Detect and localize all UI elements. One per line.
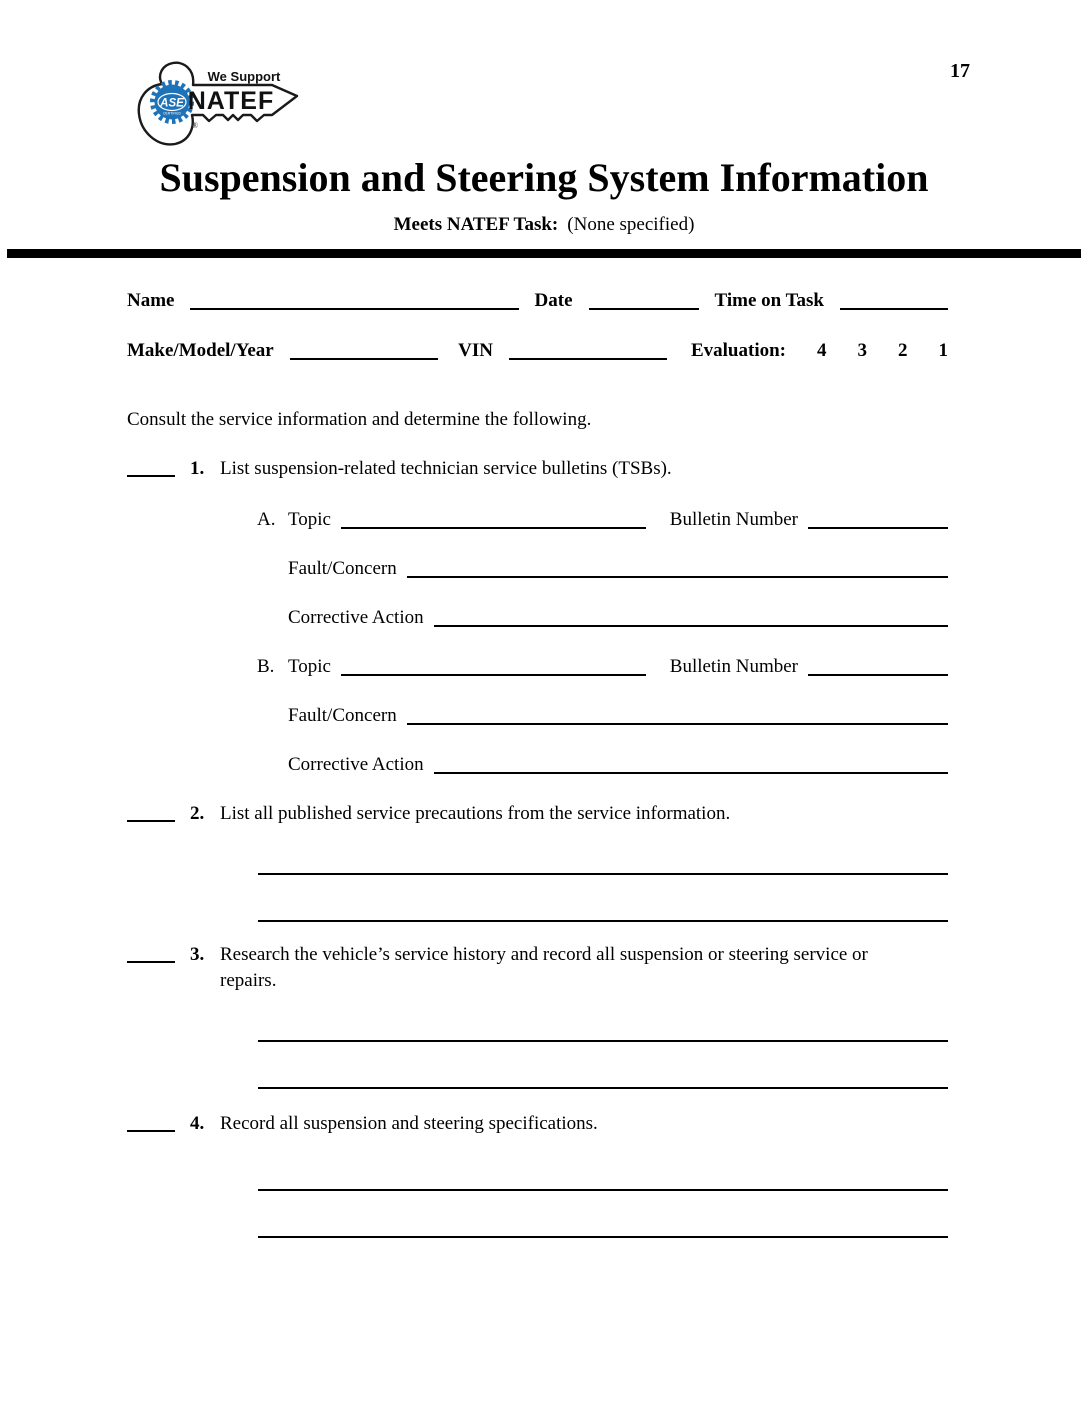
vin-label: VIN	[458, 340, 493, 361]
ase-certified-text: CERTIFIED	[163, 111, 181, 116]
time-on-task-label: Time on Task	[714, 290, 824, 311]
evaluation-score-2: 2	[898, 340, 908, 361]
answer-line	[258, 1143, 948, 1191]
bulletin-number-blank-line	[808, 521, 948, 529]
evaluation-score-3: 3	[857, 340, 867, 361]
answer-line	[258, 1042, 948, 1089]
date-blank-line	[589, 302, 699, 310]
corrective-action-blank-line	[434, 766, 948, 774]
evaluation-label: Evaluation:	[690, 340, 786, 361]
bulletin-number-label: Bulletin Number	[669, 656, 798, 677]
form-content	[127, 289, 948, 1238]
bulletin-b-fault-row	[288, 704, 948, 727]
task-1-text: List suspension-related technician service bulletins (TSBs).	[220, 458, 672, 479]
corrective-action-blank-line	[434, 619, 948, 627]
natef-text: NATEF	[187, 87, 275, 115]
date-label: Date	[534, 290, 573, 311]
task-3-text-line1: Research the vehicle’s service history and record all suspension or steering service or	[220, 944, 868, 965]
make-model-year-blank-line	[290, 352, 438, 360]
intro-text: Consult the service information and determine the following.	[127, 409, 592, 430]
natef-logo	[131, 56, 303, 152]
name-blank-line	[190, 302, 518, 310]
bulletin-a-corrective-row	[288, 606, 948, 629]
ase-text: ASE	[160, 97, 184, 110]
task-2-number: 2.	[190, 803, 205, 824]
answer-line	[258, 994, 948, 1042]
task-item-2	[127, 801, 948, 827]
bulletin-a-letter: A.	[257, 509, 276, 530]
fault-concern-blank-line	[407, 717, 948, 725]
answer-line	[258, 875, 948, 922]
divider-rule	[7, 249, 1081, 258]
time-on-task-blank-line	[840, 302, 948, 310]
evaluation-score-4: 4	[817, 340, 827, 361]
task-3-score-blank	[127, 955, 175, 963]
we-support-text: We Support	[207, 69, 281, 84]
task-1-number: 1.	[190, 458, 205, 479]
topic-label: Topic	[288, 509, 331, 530]
bulletin-b-letter: B.	[257, 656, 275, 677]
task-item-4	[127, 1111, 948, 1137]
task-1-score-blank	[127, 469, 175, 477]
vin-blank-line	[509, 352, 667, 360]
name-date-row	[127, 289, 948, 312]
meets-task-label: Meets NATEF Task:	[393, 214, 559, 235]
corrective-action-label: Corrective Action	[288, 754, 424, 775]
task-3-text	[220, 942, 948, 994]
page-title: Suspension and Steering System Information	[159, 155, 929, 200]
registered-mark: ®	[191, 121, 199, 130]
topic-blank-line	[341, 668, 646, 676]
page-number: 17	[950, 60, 970, 82]
vehicle-row	[127, 339, 948, 362]
task-3-number: 3.	[190, 944, 205, 965]
bulletin-b-topic-row	[257, 655, 948, 678]
bulletin-number-label: Bulletin Number	[669, 509, 798, 530]
task-item-1	[127, 456, 948, 482]
task-4-text: Record all suspension and steering specifications.	[220, 1113, 598, 1134]
task-2-text: List all published service precautions from the service information.	[220, 803, 731, 824]
bulletin-a-fault-row	[288, 557, 948, 580]
make-model-year-label: Make/Model/Year	[127, 340, 274, 361]
key-logo-graphic	[131, 56, 303, 152]
name-label: Name	[127, 290, 175, 311]
topic-label: Topic	[288, 656, 331, 677]
task-2-score-blank	[127, 814, 175, 822]
topic-blank-line	[341, 521, 646, 529]
answer-line	[258, 1191, 948, 1238]
bulletin-number-blank-line	[808, 668, 948, 676]
task-3-text-line2: repairs.	[220, 970, 277, 991]
fault-concern-blank-line	[407, 570, 948, 578]
answer-line	[258, 827, 948, 875]
bulletin-a-topic-row	[257, 508, 948, 531]
fault-concern-label: Fault/Concern	[288, 558, 397, 579]
fault-concern-label: Fault/Concern	[288, 705, 397, 726]
task-item-3	[127, 942, 948, 994]
evaluation-score-1: 1	[938, 340, 948, 361]
task-4-number: 4.	[190, 1113, 205, 1134]
corrective-action-label: Corrective Action	[288, 607, 424, 628]
task-4-score-blank	[127, 1124, 175, 1132]
meets-task-value: (None specified)	[567, 214, 695, 235]
bulletin-b-corrective-row	[288, 753, 948, 776]
meets-natef-task	[0, 214, 1088, 236]
